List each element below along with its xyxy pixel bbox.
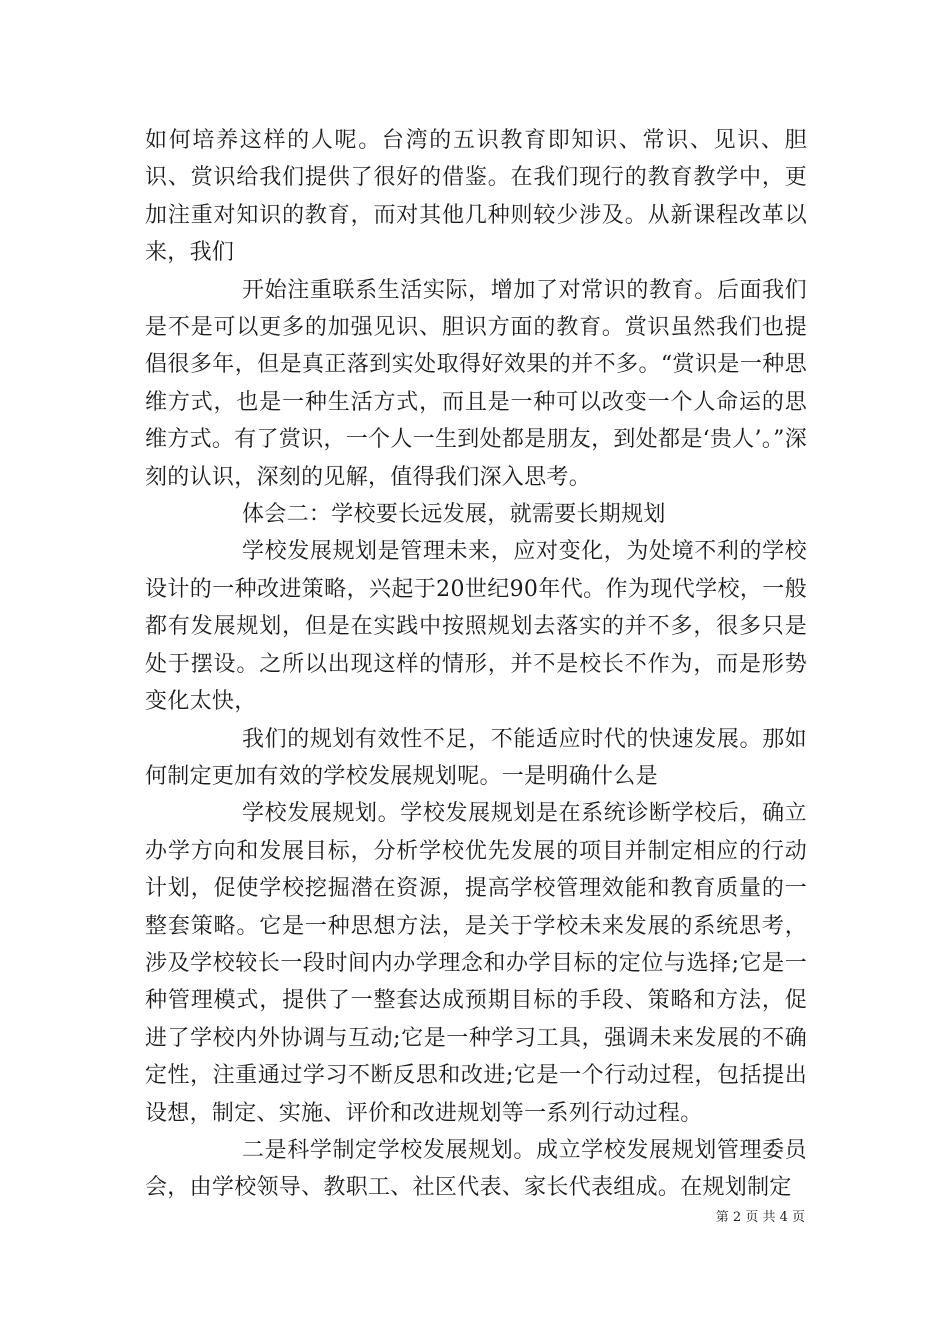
section-heading: 体会二：学校要长远发展，就需要长期规划: [242, 502, 666, 528]
paragraph-5: 学校发展规划。学校发展规划是在系统诊断学校后，确立办学方向和发展目标，分析学校优先发展的项目并制定相应的行动计划，促使学校挖掘潜在资源，提高学校管理效能和教育质量的一整套策略。它是一种思想方法，是关于学校未来发展的系统思考，涉及学校较长一段时间内办学理念和办学目标的定位与选择;它是一种管理模式，提供了一整套达成预期目标的手段、策略和方法，促进了学校内外协调与互动;它是一种学习工具，强调未来发展的不确定性，注重通过学习不断反思和改进;它是一个行动过程，包括提出设想，制定、实施、评价和改进规划等一系列行动过程。: [145, 801, 807, 1126]
document-body: [145, 122, 807, 1207]
paragraph-6: 二是科学制定学校发展规划。成立学校发展规划管理委员会，由学校领导、教职工、社区代表、家长代表组成。在规划制定: [145, 1137, 807, 1201]
page-number-footer: 第 2 页 共 4 页: [715, 1210, 805, 1225]
paragraph-4: 我们的规划有效性不足，不能适应时代的快速发展。那如何制定更加有效的学校发展规划呢。一是明确什么是: [145, 726, 807, 789]
paragraph-1: 如何培养这样的人呢。台湾的五识教育即知识、常识、见识、胆识、赏识给我们提供了很好的借鉴。在我们现行的教育教学中，更加注重对知识的教育，而对其他几种则较少涉及。从新课程改革以来，我们: [145, 128, 807, 266]
paragraph-3: 学校发展规划是管理未来，应对变化，为处境不利的学校设计的一种改进策略，兴起于20世纪90年代。作为现代学校，一般都有发展规划，但是在实践中按照规划去落实的并不多，很多只是处于摆设。之所以出现这样的情形，并不是校长不作为，而是形势变化太快，: [145, 539, 807, 715]
paragraph-2: 开始注重联系生活实际，增加了对常识的教育。后面我们是不是可以更多的加强见识、胆识方面的教育。赏识虽然我们也提倡很多年，但是真正落到实处取得好效果的并不多。“赏识是一种思维方式，也是一种生活方式，而且是一种可以改变一个人命运的思维方式。有了赏识，一个人一生到处都是朋友，到处都是‘贵人’。”深刻的认识，深刻的见解，值得我们深入思考。: [145, 277, 807, 490]
